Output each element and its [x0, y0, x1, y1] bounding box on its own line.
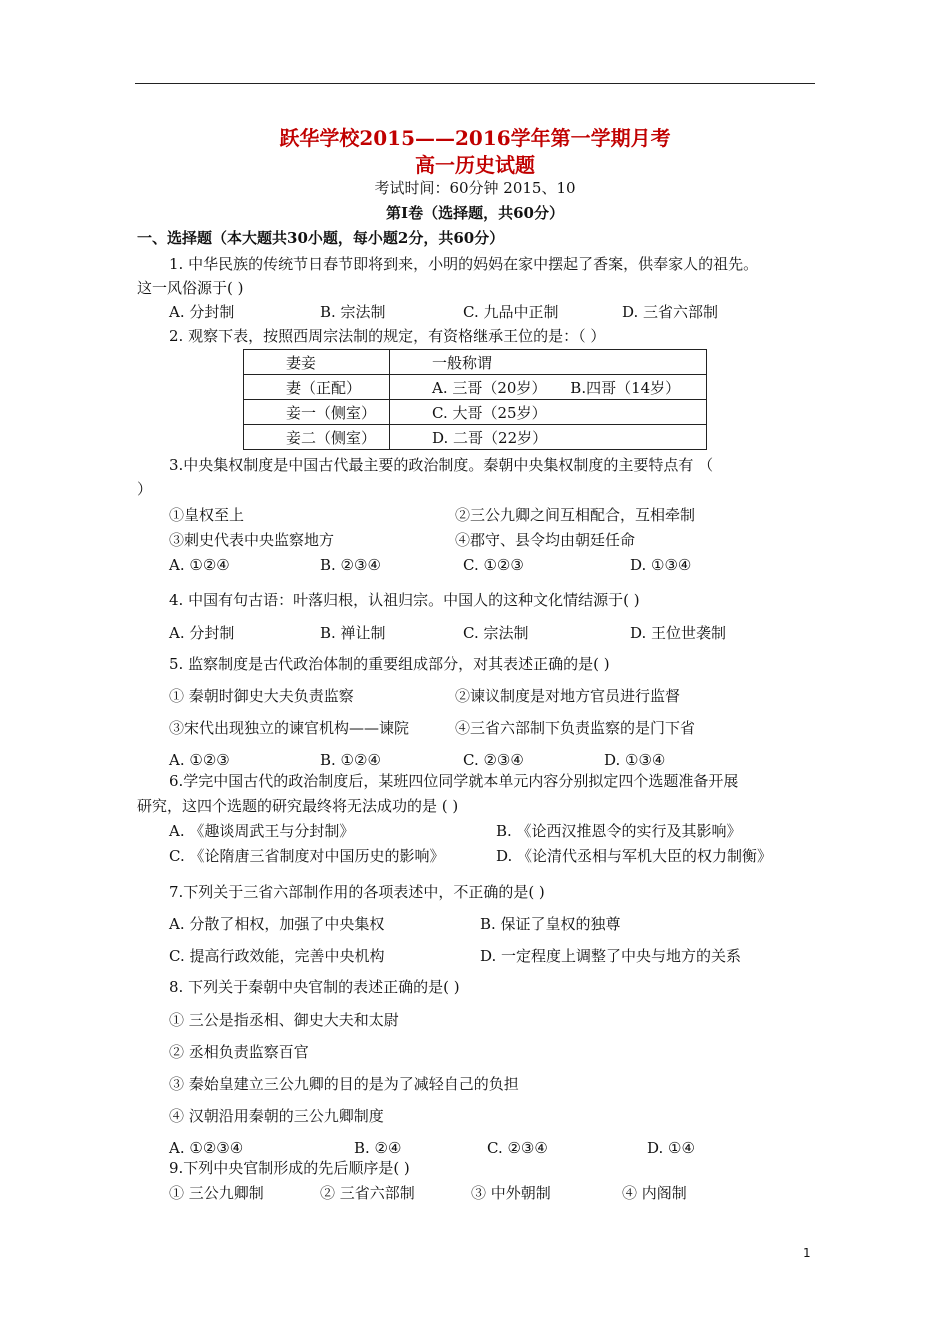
q8-item-3: ③ 秦始皇建立三公九卿的目的是为了减轻自己的负担 [169, 1075, 519, 1093]
q1-option-a: A. 分封制 [169, 303, 235, 321]
exam-title: 跃华学校2015——2016学年第一学期月考 [279, 126, 671, 150]
q8-option-d: D. ①④ [647, 1139, 695, 1157]
table-cell: C. 大哥（25岁） [390, 400, 707, 425]
q9-item-2: ② 三省六部制 [320, 1184, 415, 1202]
q5-item-1: ① 秦朝时御史大夫负责监察 [169, 687, 354, 705]
q9-item-1: ① 三公九卿制 [169, 1184, 264, 1202]
table-cell: A. 三哥（20岁） B.四哥（14岁） [390, 375, 707, 400]
q5-option-d: D. ①③④ [604, 751, 666, 769]
q3-item-1: ①皇权至上 [169, 506, 245, 524]
header-rule [135, 83, 815, 84]
q5-item-3: ③宋代出现独立的谏官机构——谏院 [169, 719, 410, 737]
q3-option-a: A. ①②④ [169, 556, 230, 574]
q6-option-b: B. 《论西汉推恩令的实行及其影响》 [496, 822, 742, 840]
volume-heading: 第Ⅰ卷（选择题，共60分） [386, 204, 564, 222]
q7-option-b: B. 保证了皇权的独尊 [480, 915, 621, 933]
q9-item-3: ③ 中外朝制 [471, 1184, 551, 1202]
q5-option-a: A. ①②③ [169, 751, 230, 769]
q6-option-a: A. 《趣谈周武王与分封制》 [169, 822, 355, 840]
q1-option-c: C. 九品中正制 [463, 303, 559, 321]
exam-info: 考试时间：60分钟 2015、10 [374, 179, 576, 197]
q1-option-d: D. 三省六部制 [622, 303, 719, 321]
q5-option-b: B. ①②④ [320, 751, 381, 769]
q1-option-b: B. 宗法制 [320, 303, 386, 321]
q4-option-d: D. 王位世袭制 [630, 624, 727, 642]
q5-stem: 5. 监察制度是古代政治体制的重要组成部分，对其表述正确的是( ) [169, 655, 610, 673]
q6-stem: 6.学完中国古代的政治制度后，某班四位同学就本单元内容分别拟定四个选题准备开展 [169, 772, 739, 790]
table-row [244, 425, 707, 450]
q3-option-b: B. ②③④ [320, 556, 381, 574]
q4-option-a: A. 分封制 [169, 624, 235, 642]
table-cell: 一般称谓 [390, 350, 707, 375]
q7-option-d: D. 一定程度上调整了中央与地方的关系 [480, 947, 742, 965]
q3-stem: 3.中央集权制度是中国古代最主要的政治制度。秦朝中央集权制度的主要特点有 （ [169, 456, 714, 474]
q8-option-a: A. ①②③④ [169, 1139, 244, 1157]
table-row [244, 400, 707, 425]
q6-stem-cont: 研究，这四个选题的研究最终将无法成功的是 ( ) [137, 797, 459, 815]
q3-item-2: ②三公九卿之间互相配合，互相牵制 [455, 506, 696, 524]
exam-subtitle: 高一历史试题 [415, 153, 535, 177]
table-cell: 妻妾 [244, 350, 390, 375]
q1-stem: 1. 中华民族的传统节日春节即将到来，小明的妈妈在家中摆起了香案，供奉家人的祖先。 [169, 255, 759, 273]
table-row [244, 350, 707, 375]
q8-item-1: ① 三公是指丞相、御史大夫和太尉 [169, 1011, 399, 1029]
q9-item-4: ④ 内阁制 [622, 1184, 687, 1202]
q4-stem: 4. 中国有句古语：叶落归根，认祖归宗。中国人的这种文化情结源于( ) [169, 591, 640, 609]
q3-item-3: ③刺史代表中央监察地方 [169, 531, 335, 549]
q4-option-c: C. 宗法制 [463, 624, 529, 642]
page-number: 1 [803, 1246, 811, 1260]
q1-stem-cont: 这一风俗源于( ) [137, 279, 244, 297]
q3-item-4: ④郡守、县令均由朝廷任命 [455, 531, 636, 549]
section-heading: 一、选择题（本大题共30小题，每小题2分，共60分） [137, 229, 505, 247]
q5-option-c: C. ②③④ [463, 751, 524, 769]
q2-stem: 2. 观察下表，按照西周宗法制的规定，有资格继承王位的是：（ ） [169, 327, 606, 345]
table-cell: D. 二哥（22岁） [390, 425, 707, 450]
table-cell: 妾二（侧室） [244, 425, 390, 450]
q8-stem: 8. 下列关于秦朝中央官制的表述正确的是( ) [169, 978, 460, 996]
table-cell: 妾一（侧室） [244, 400, 390, 425]
q8-option-b: B. ②④ [354, 1139, 402, 1157]
q5-item-2: ②谏议制度是对地方官员进行监督 [455, 687, 681, 705]
q3-option-d: D. ①③④ [630, 556, 692, 574]
q2-table [243, 349, 707, 450]
q7-stem: 7.下列关于三省六部制作用的各项表述中，不正确的是( ) [169, 883, 545, 901]
q9-stem: 9.下列中央官制形成的先后顺序是( ) [169, 1159, 410, 1177]
q4-option-b: B. 禅让制 [320, 624, 386, 642]
q6-option-d: D. 《论清代丞相与军机大臣的权力制衡》 [496, 847, 773, 865]
table-cell: 妻（正配） [244, 375, 390, 400]
q7-option-a: A. 分散了相权，加强了中央集权 [169, 915, 385, 933]
q6-option-c: C. 《论隋唐三省制度对中国历史的影响》 [169, 847, 445, 865]
q7-option-c: C. 提高行政效能，完善中央机构 [169, 947, 385, 965]
table-row [244, 375, 707, 400]
q8-item-2: ② 丞相负责监察百官 [169, 1043, 309, 1061]
q5-item-4: ④三省六部制下负责监察的是门下省 [455, 719, 696, 737]
q8-item-4: ④ 汉朝沿用秦朝的三公九卿制度 [169, 1107, 384, 1125]
q3-option-c: C. ①②③ [463, 556, 524, 574]
q8-option-c: C. ②③④ [487, 1139, 548, 1157]
q3-stem-cont: ） [137, 480, 153, 498]
